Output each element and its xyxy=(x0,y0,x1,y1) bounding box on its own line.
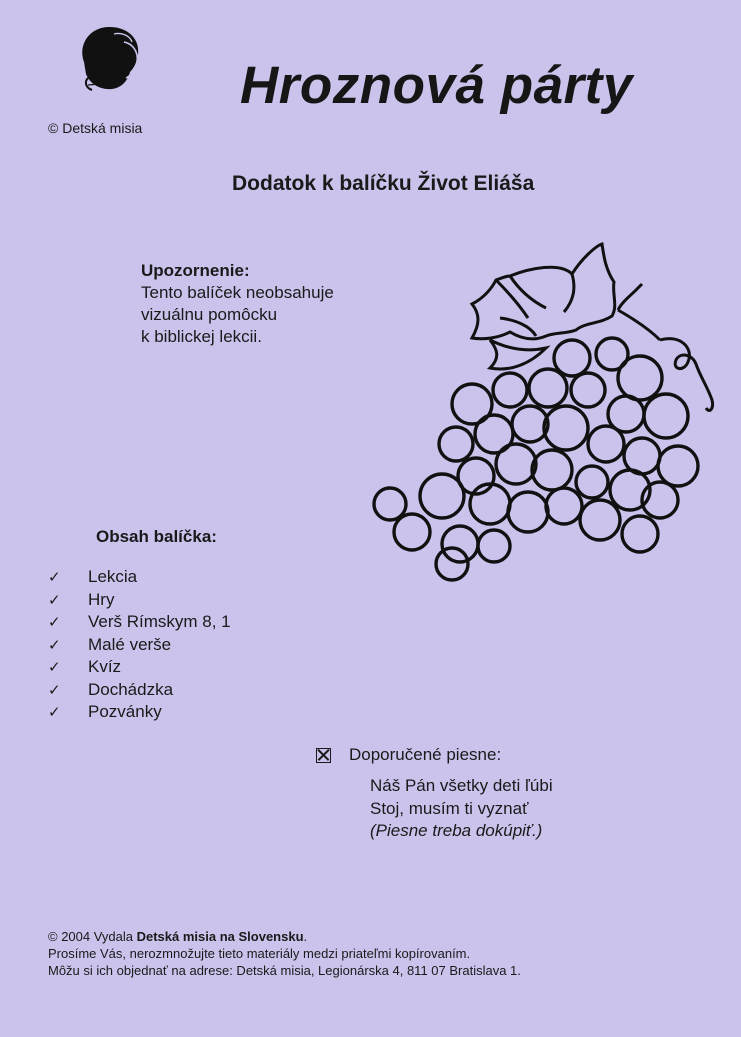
grape-bunch-illustration xyxy=(360,238,725,586)
check-icon: ✓ xyxy=(48,635,61,654)
list-item-label: Pozvánky xyxy=(88,702,162,721)
logo-copyright: © Detská misia xyxy=(48,120,143,136)
footer-line-notice: Prosíme Vás, nerozmnožujte tieto materiály medzi priateľmi kopírovaním. xyxy=(48,946,471,961)
check-icon: ✓ xyxy=(48,613,61,631)
list-item-label: Dochádzka xyxy=(88,679,174,699)
song-item: Stoj, musím ti vyznať xyxy=(370,798,529,818)
crossed-box-icon xyxy=(316,748,331,763)
check-icon: ✓ xyxy=(48,703,61,721)
songs-list xyxy=(370,775,553,843)
check-icon: ✓ xyxy=(48,568,61,586)
list-item xyxy=(48,656,231,679)
list-item-label: Verš Rímskym 8, 1 xyxy=(88,612,231,631)
check-icon: ✓ xyxy=(48,590,61,609)
songs-note: (Piesne treba dokúpiť.) xyxy=(370,821,543,840)
contents-heading: Obsah balíčka: xyxy=(96,527,217,546)
list-item xyxy=(48,589,231,612)
list-item-label: Kvíz xyxy=(88,657,122,676)
notice-block xyxy=(141,260,334,348)
check-icon: ✓ xyxy=(48,680,61,699)
list-item xyxy=(48,701,231,724)
notice-line: vizuálnu pomôcku xyxy=(141,305,278,324)
footer xyxy=(48,928,521,979)
publisher-name: Detská misia na Slovensku xyxy=(136,929,304,944)
list-item-label: Lekcia xyxy=(88,567,138,586)
songs-block xyxy=(316,745,553,843)
page-subtitle: Dodatok k balíčku Život Eliáša xyxy=(232,172,535,195)
list-item-label: Hry xyxy=(88,589,115,609)
notice-line: k biblickej lekcii. xyxy=(141,327,262,346)
child-head-silhouette-icon xyxy=(74,22,146,92)
list-item xyxy=(48,634,231,657)
footer-prefix: © 2004 Vydala xyxy=(48,929,137,944)
notice-heading: Upozornenie: xyxy=(141,261,250,280)
songs-heading: Doporučené piesne: xyxy=(349,745,502,764)
list-item xyxy=(48,566,231,589)
list-item-label: Malé verše xyxy=(88,634,172,654)
check-icon: ✓ xyxy=(48,658,61,676)
page-title: Hroznová párty xyxy=(240,56,633,115)
list-item xyxy=(48,679,231,702)
notice-line: Tento balíček neobsahuje xyxy=(141,283,334,302)
song-item: Náš Pán všetky deti ľúbi xyxy=(370,776,553,795)
footer-line-address: Môžu si ich objednať na adrese: Detská misia, Legionárska 4, 811 07 Bratislava 1. xyxy=(48,963,521,978)
contents-list xyxy=(48,566,231,724)
list-item xyxy=(48,611,231,634)
footer-suffix: . xyxy=(303,929,308,944)
footer-line-publisher xyxy=(48,928,521,945)
